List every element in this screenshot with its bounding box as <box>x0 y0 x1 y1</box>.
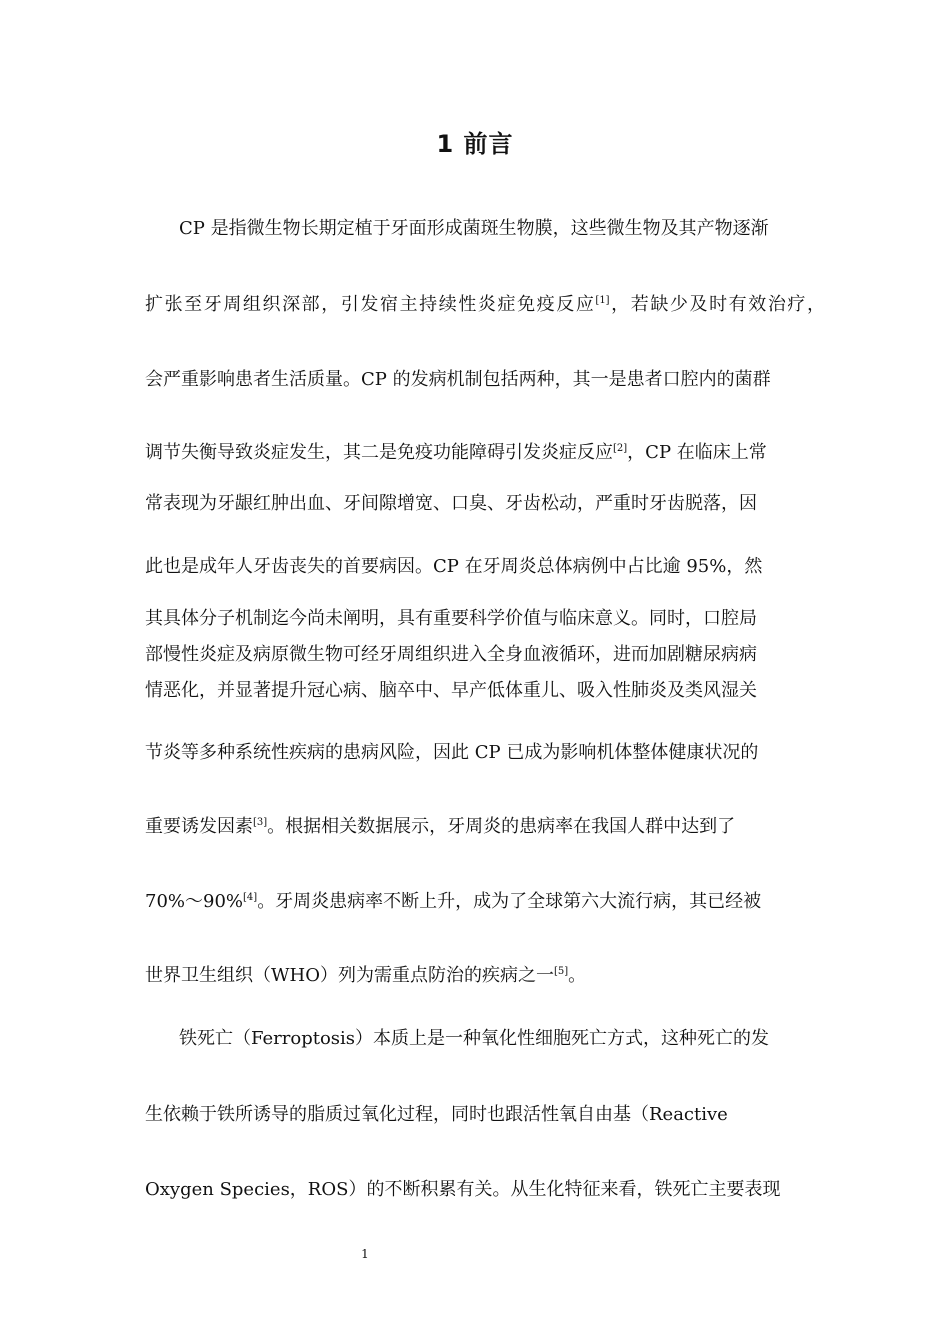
text-line <box>145 815 825 839</box>
text-segment: ，CP 在临床上常 <box>627 442 767 463</box>
page-number: 1 <box>361 1247 369 1261</box>
text-segment: ，若缺少及时有效治疗， <box>609 294 826 315</box>
citation: [3] <box>253 817 268 828</box>
text-line: 情恶化，并显著提升冠心病、脑卒中、早产低体重儿、吸入性肺炎及类风湿关 <box>145 680 757 701</box>
text-line: 部慢性炎症及病原微生物可经牙周组织进入全身血液循环，进而加剧糖尿病病 <box>145 644 757 665</box>
text-line: 常表现为牙龈红肿出血、牙间隙增宽、口臭、牙齿松动，严重时牙齿脱落，因 <box>145 493 757 514</box>
text-segment: 。 <box>568 965 587 986</box>
citation: [5] <box>553 966 569 977</box>
text-segment: 70%～90% <box>145 891 244 912</box>
text-line: 铁死亡（Ferroptosis）本质上是一种氧化性细胞死亡方式，这种死亡的发 <box>179 1028 770 1049</box>
text-line <box>145 441 825 465</box>
text-segment: 调节失衡导致炎症发生，其二是免疫功能障碍引发炎症反应 <box>145 442 613 463</box>
text-line: CP 是指微生物长期定植于牙面形成菌斑生物膜，这些微生物及其产物逐渐 <box>179 218 769 239</box>
citation: [2] <box>613 443 628 454</box>
text-segment: 扩张至牙周组织深部，引发宿主持续性炎症免疫反应 <box>145 294 596 315</box>
text-line: Oxygen Species，ROS）的不断积累有关。从生化特征来看，铁死亡主要表现 <box>145 1179 781 1200</box>
citation: [1] <box>595 295 610 306</box>
text-line <box>145 890 825 914</box>
text-line <box>145 964 825 988</box>
text-segment: 世界卫生组织（WHO）列为需重点防治的疾病之一 <box>145 965 554 986</box>
text-line <box>145 293 825 317</box>
section-title: 1 前言 <box>436 130 514 158</box>
text-segment: 重要诱发因素 <box>145 816 253 837</box>
text-line: 生依赖于铁所诱导的脂质过氧化过程，同时也跟活性氧自由基（Reactive <box>145 1104 728 1125</box>
text-segment: 。牙周炎患病率不断上升，成为了全球第六大流行病，其已经被 <box>257 891 762 912</box>
text-line: 节炎等多种系统性疾病的患病风险，因此 CP 已成为影响机体整体健康状况的 <box>145 742 759 763</box>
text-line: 会严重影响患者生活质量。CP 的发病机制包括两种，其一是患者口腔内的菌群 <box>145 369 771 390</box>
text-segment: 。根据相关数据展示，牙周炎的患病率在我国人群中达到了 <box>267 816 736 837</box>
citation: [4] <box>243 892 258 903</box>
text-line: 其具体分子机制迄今尚未阐明，具有重要科学价值与临床意义。同时，口腔局 <box>145 608 757 629</box>
text-line: 此也是成年人牙齿丧失的首要病因。CP 在牙周炎总体病例中占比逾 95%，然 <box>145 556 763 577</box>
